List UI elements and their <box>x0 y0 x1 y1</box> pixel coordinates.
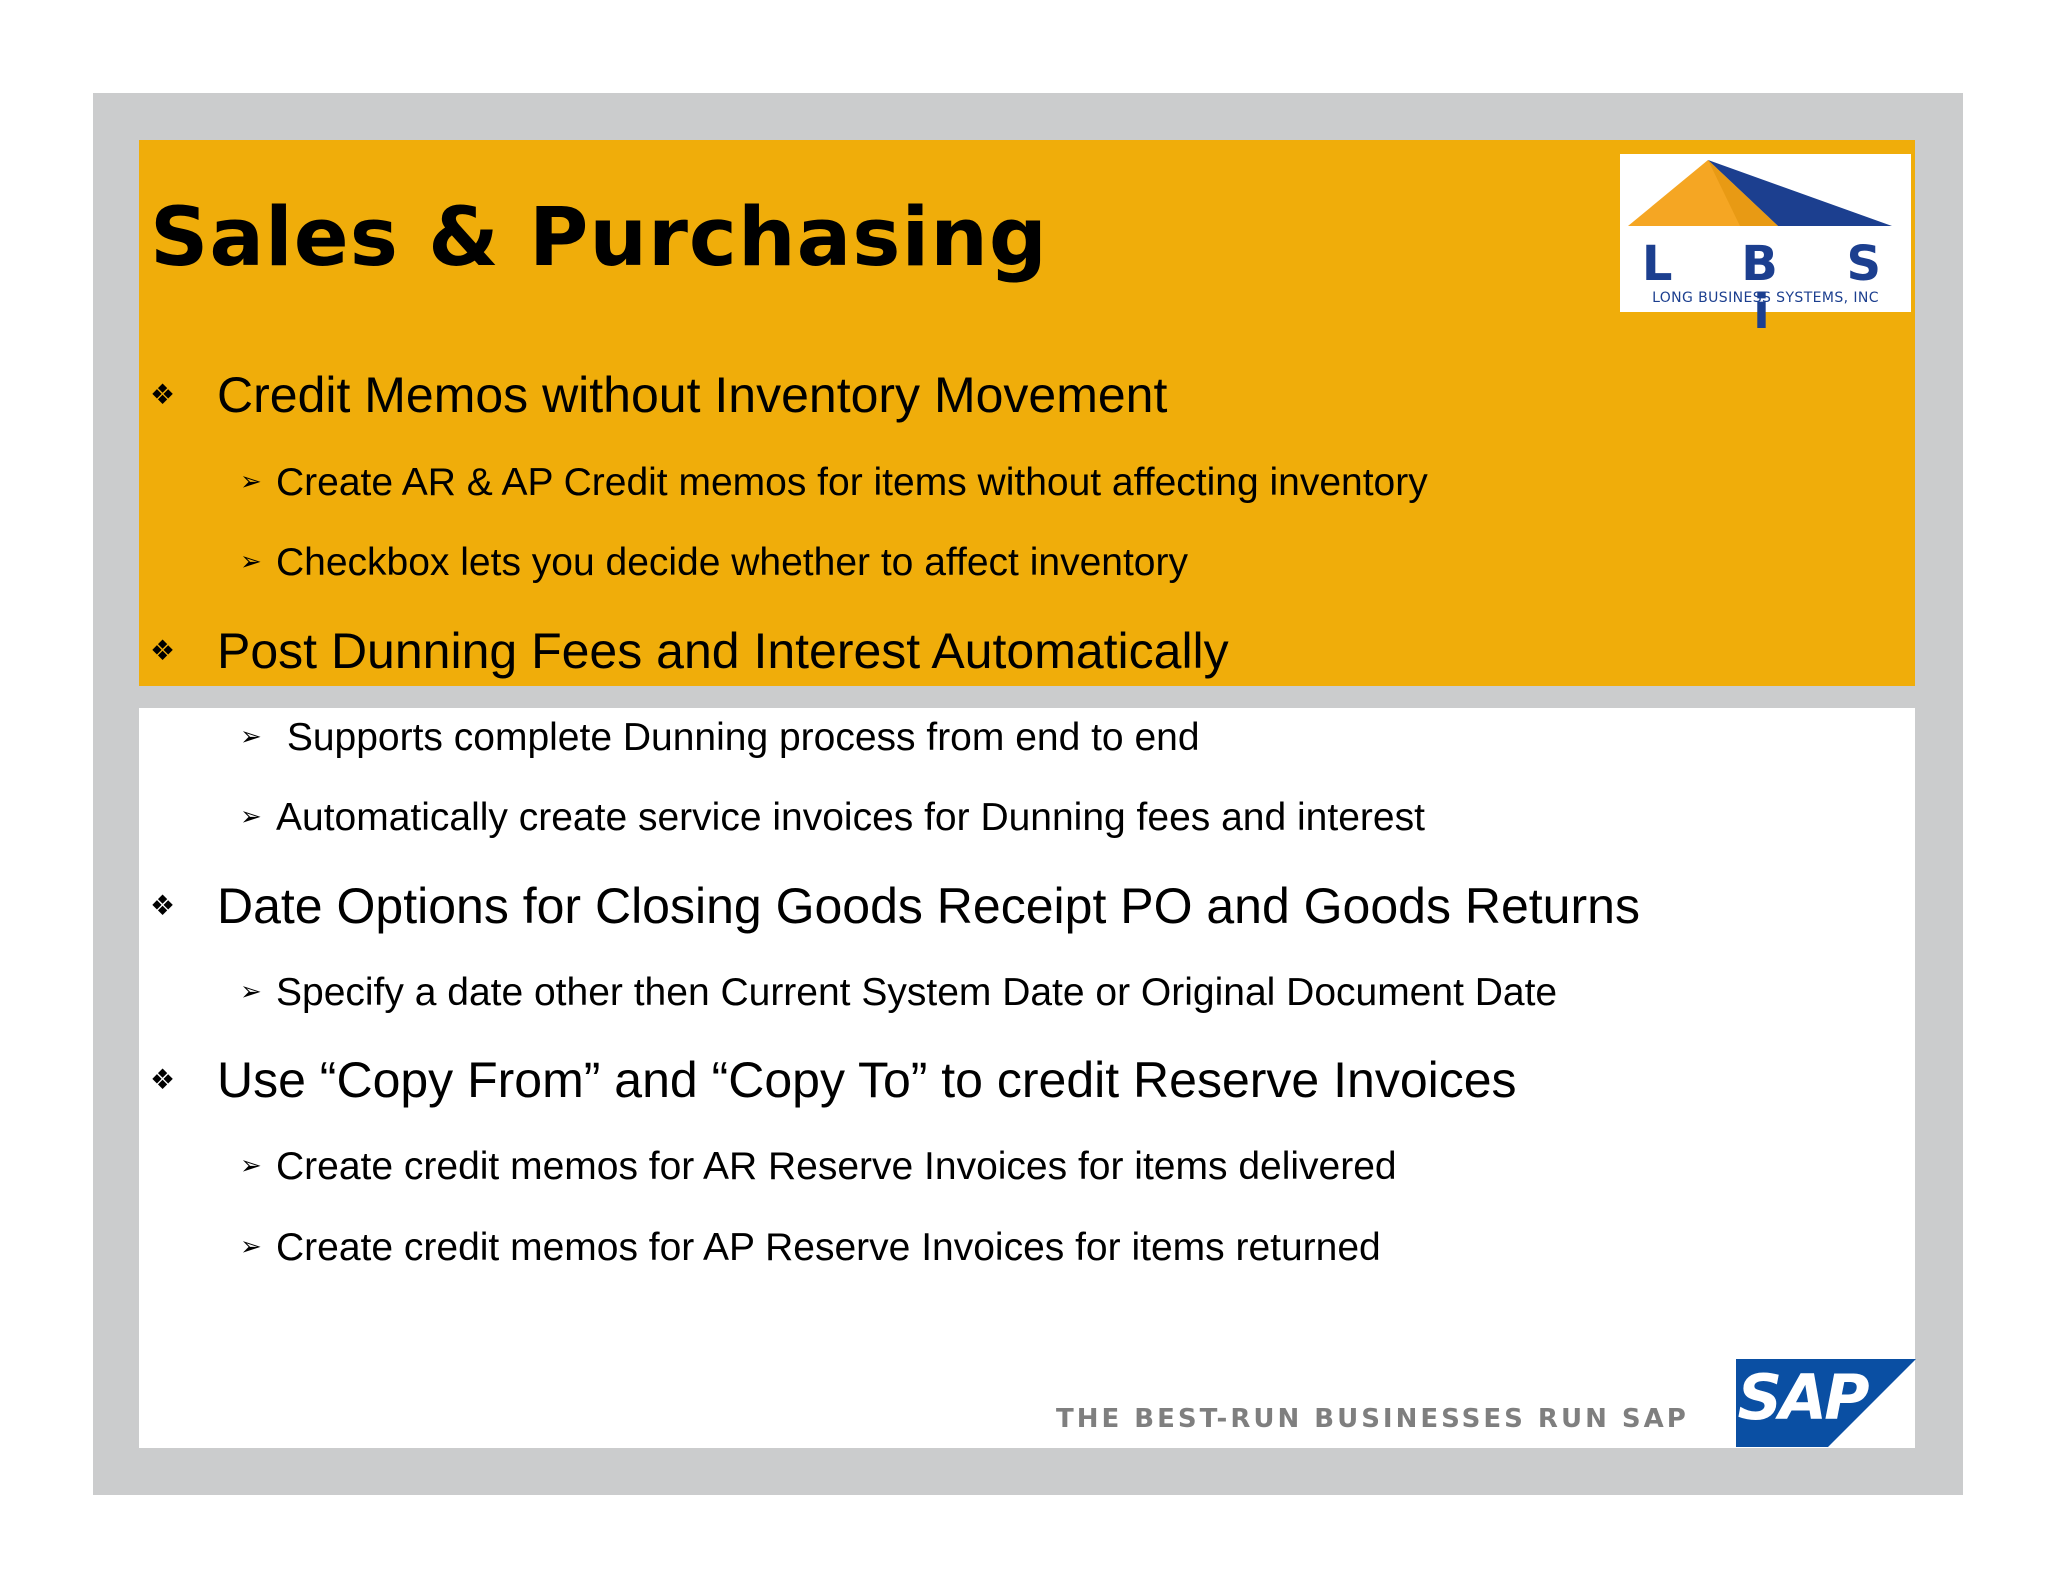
arrow-bullet-icon: ➢ <box>240 721 262 751</box>
slide-title: Sales & Purchasing <box>150 191 1048 285</box>
sub-bullet <box>240 1228 1381 1267</box>
arrow-bullet-icon: ➢ <box>240 1150 262 1180</box>
sub-bullet <box>240 718 1200 757</box>
diamond-bullet-icon: ❖ <box>150 379 176 410</box>
sub-bullet <box>240 798 1425 837</box>
bullet-heading <box>150 878 1640 934</box>
diamond-bullet-icon: ❖ <box>150 890 176 921</box>
arrow-bullet-icon: ➢ <box>240 1231 262 1261</box>
lbsi-logo <box>1620 154 1911 340</box>
bullet-heading <box>150 623 1229 679</box>
sap-logo <box>1736 1359 1916 1447</box>
lbsi-subtitle: LONG BUSINESS SYSTEMS, INC <box>1652 290 1879 306</box>
sub-bullet <box>240 543 1188 582</box>
arrow-bullet-icon: ➢ <box>240 546 262 576</box>
sub-bullet-text: Automatically create service invoices for Dunning fees and interest <box>276 796 1425 839</box>
bullet-heading-text: Post Dunning Fees and Interest Automatically <box>217 623 1229 679</box>
bullet-heading-text: Use “Copy From” and “Copy To” to credit Reserve Invoices <box>217 1052 1517 1108</box>
arrow-bullet-icon: ➢ <box>240 801 262 831</box>
sub-bullet-text: Specify a date other then Current System Date or Original Document Date <box>276 971 1558 1014</box>
bullet-heading <box>150 367 1168 423</box>
bullet-heading <box>150 1052 1517 1108</box>
sub-bullet-text: Create credit memos for AR Reserve Invoices for items delivered <box>276 1145 1397 1188</box>
sub-bullet-text: Supports complete Dunning process from end to end <box>276 716 1200 759</box>
sub-bullet-text: Checkbox lets you decide whether to affect inventory <box>276 541 1188 584</box>
diamond-bullet-icon: ❖ <box>150 635 176 666</box>
lbsi-letters: L B S i <box>1641 236 1908 340</box>
sap-logo-text: SAP <box>1737 1361 1867 1434</box>
arrow-bullet-icon: ➢ <box>240 466 262 496</box>
bullet-heading-text: Date Options for Closing Goods Receipt PO and Goods Returns <box>217 878 1640 934</box>
sub-bullet <box>240 1147 1397 1186</box>
bullet-heading-text: Credit Memos without Inventory Movement <box>217 367 1168 423</box>
footer-tagline: THE BEST-RUN BUSINESSES RUN SAP <box>1056 1404 1689 1434</box>
sub-bullet <box>240 463 1428 502</box>
arrow-bullet-icon: ➢ <box>240 976 262 1006</box>
sub-bullet-text: Create AR & AP Credit memos for items without affecting inventory <box>276 461 1428 504</box>
sub-bullet-text: Create credit memos for AP Reserve Invoices for items returned <box>276 1226 1381 1269</box>
sub-bullet <box>240 973 1557 1012</box>
diamond-bullet-icon: ❖ <box>150 1064 176 1095</box>
